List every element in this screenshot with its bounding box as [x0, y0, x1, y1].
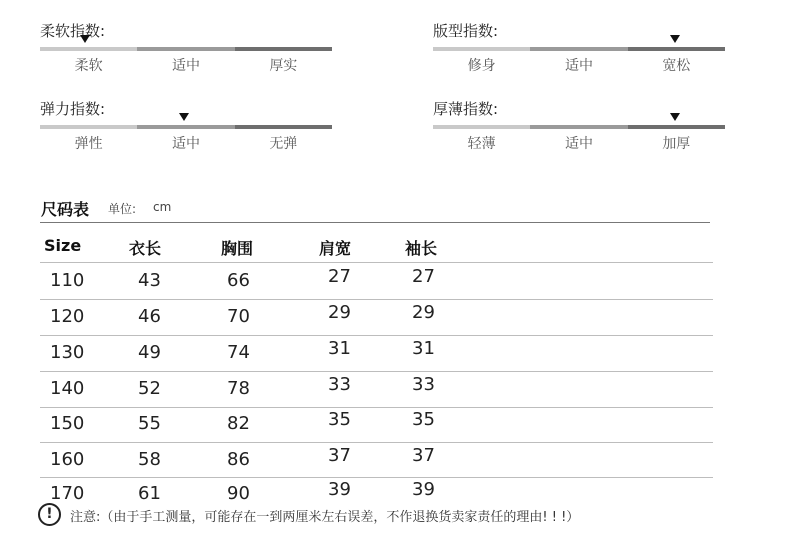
- unit-value: cm: [153, 200, 172, 214]
- index-level-label: 修身: [467, 58, 496, 74]
- cell-shoulder: 37: [328, 445, 351, 466]
- bar-segment-high: [235, 47, 332, 51]
- cell-chest: 86: [227, 449, 250, 470]
- row-divider: [40, 477, 713, 478]
- table-row: [0, 302, 790, 342]
- table-row: [0, 338, 790, 378]
- index-level-label: 适中: [564, 136, 593, 152]
- index-labels: [40, 133, 332, 153]
- cell-size: 170: [50, 483, 85, 504]
- cell-sleeve: 33: [412, 374, 435, 395]
- cell-chest: 78: [227, 378, 250, 399]
- cell-chest: 70: [227, 306, 250, 327]
- cell-shoulder: 27: [328, 266, 351, 287]
- index-bar: [433, 125, 725, 129]
- cell-sleeve: 37: [412, 445, 435, 466]
- index-level-label: 加厚: [662, 136, 691, 152]
- bar-segment-low: [40, 125, 137, 129]
- row-divider: [40, 335, 713, 336]
- index-bar: [433, 47, 725, 51]
- note-text: 注意:（由于手工测量，可能存在一到两厘米左右误差，不作退换货卖家责任的理由! ! !）: [70, 510, 580, 525]
- cell-length: 52: [138, 378, 161, 399]
- header-sleeve: 袖长: [405, 239, 438, 258]
- cell-length: 58: [138, 449, 161, 470]
- header-length: 衣长: [129, 239, 162, 258]
- cell-sleeve: 31: [412, 338, 435, 359]
- cell-size: 130: [50, 342, 85, 363]
- size-table-title: 尺码表: [41, 200, 90, 219]
- index-level-label: 无弹: [269, 136, 298, 152]
- bar-segment-low: [433, 125, 530, 129]
- cell-chest: 90: [227, 483, 250, 504]
- selected-marker-icon: [179, 113, 189, 121]
- exclamation-circle-icon: !: [38, 503, 61, 526]
- cell-length: 46: [138, 306, 161, 327]
- cell-length: 49: [138, 342, 161, 363]
- selected-marker-icon: [670, 35, 680, 43]
- bar-segment-mid: [137, 47, 234, 51]
- cell-length: 55: [138, 413, 161, 434]
- cell-size: 140: [50, 378, 85, 399]
- row-divider: [40, 262, 713, 263]
- bar-segment-mid: [137, 125, 234, 129]
- index-level-label: 弹性: [74, 136, 103, 152]
- selected-marker-icon: [80, 35, 90, 43]
- index-bar: [40, 47, 332, 51]
- bar-segment-low: [40, 47, 137, 51]
- table-row: [0, 266, 790, 306]
- row-divider: [40, 299, 713, 300]
- row-divider: [40, 407, 713, 408]
- cell-shoulder: 33: [328, 374, 351, 395]
- cell-length: 61: [138, 483, 161, 504]
- index-title: 版型指数:: [433, 22, 499, 40]
- cell-size: 110: [50, 270, 85, 291]
- index-title: 厚薄指数:: [433, 100, 499, 118]
- index-level-label: 轻薄: [467, 136, 496, 152]
- cell-chest: 66: [227, 270, 250, 291]
- cell-sleeve: 27: [412, 266, 435, 287]
- table-header-row: [0, 236, 790, 258]
- cell-shoulder: 29: [328, 302, 351, 323]
- index-level-label: 适中: [171, 58, 200, 74]
- index-title: 柔软指数:: [40, 22, 106, 40]
- index-level-label: 柔软: [74, 58, 103, 74]
- bar-segment-high: [628, 47, 725, 51]
- selected-marker-icon: [670, 113, 680, 121]
- table-row: [0, 445, 790, 485]
- bar-segment-low: [433, 47, 530, 51]
- bar-segment-high: [235, 125, 332, 129]
- cell-chest: 74: [227, 342, 250, 363]
- table-row: [0, 374, 790, 414]
- cell-shoulder: 35: [328, 409, 351, 430]
- cell-chest: 82: [227, 413, 250, 434]
- header-shoulder: 肩宽: [319, 239, 352, 258]
- cell-size: 120: [50, 306, 85, 327]
- table-row: [0, 409, 790, 449]
- index-labels: [433, 133, 725, 153]
- index-level-label: 厚实: [269, 58, 298, 74]
- cell-sleeve: 35: [412, 409, 435, 430]
- header-size: Size: [44, 236, 82, 255]
- index-level-label: 适中: [564, 58, 593, 74]
- cell-length: 43: [138, 270, 161, 291]
- cell-shoulder: 31: [328, 338, 351, 359]
- row-divider: [40, 371, 713, 372]
- index-labels: [433, 55, 725, 75]
- index-bar: [40, 125, 332, 129]
- header-chest: 胸围: [221, 239, 254, 258]
- index-level-label: 适中: [171, 136, 200, 152]
- index-title: 弹力指数:: [40, 100, 106, 118]
- cell-size: 160: [50, 449, 85, 470]
- cell-sleeve: 39: [412, 479, 435, 500]
- table-top-divider: [40, 222, 710, 223]
- bar-segment-mid: [530, 47, 627, 51]
- cell-shoulder: 39: [328, 479, 351, 500]
- cell-sleeve: 29: [412, 302, 435, 323]
- index-level-label: 宽松: [662, 58, 691, 74]
- bar-segment-mid: [530, 125, 627, 129]
- bar-segment-high: [628, 125, 725, 129]
- row-divider: [40, 442, 713, 443]
- cell-size: 150: [50, 413, 85, 434]
- index-labels: [40, 55, 332, 75]
- unit-label: 单位:: [108, 202, 137, 216]
